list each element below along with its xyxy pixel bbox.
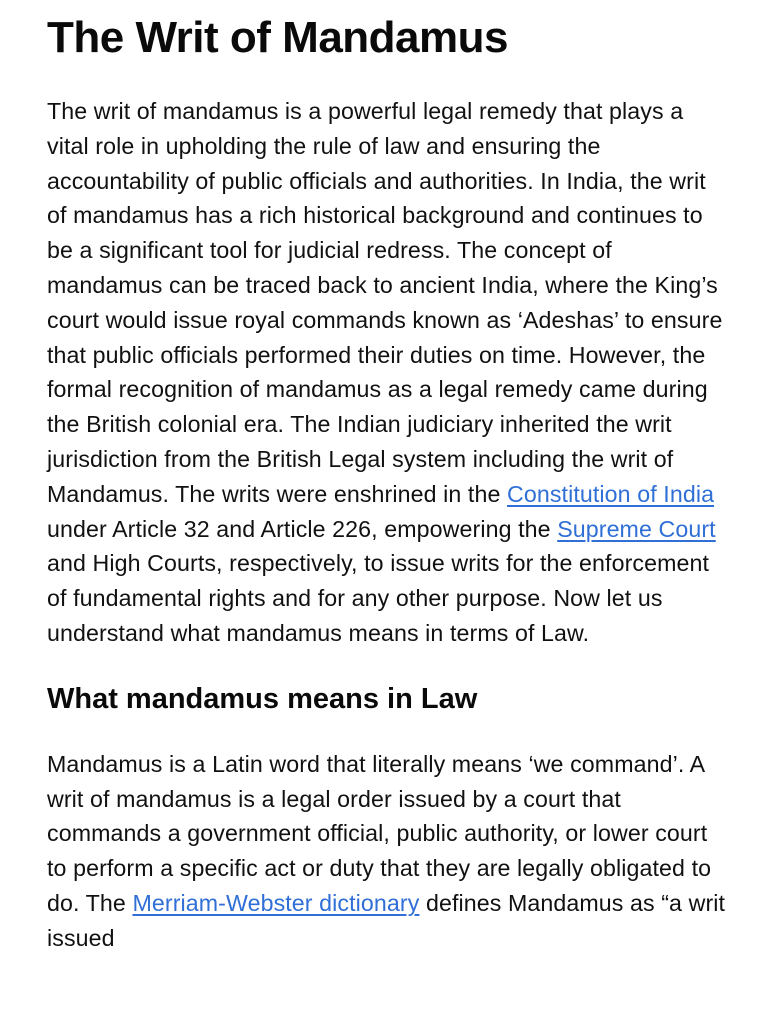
supreme-court-link[interactable]: Supreme Court (557, 515, 716, 542)
merriam-webster-link[interactable]: Merriam-Webster dictionary (132, 889, 420, 916)
intro-text-2: under Article 32 and Article 226, empowering the (47, 515, 558, 542)
intro-paragraph (47, 94, 728, 651)
definition-text-1: Mandamus is a Latin word that literally means ‘we command’. A writ of mandamus is a legal order issued by a court that commands a government official, public authority, or lower court to perform a specific act or duty that they are legally obligated to do. The (47, 750, 712, 916)
constitution-of-india-link[interactable]: Constitution of India (507, 480, 715, 507)
definition-text-2: defines Mandamus as “a writ issued (47, 889, 726, 951)
intro-text-3: and High Courts, respectively, to issue writs for the enforcement of fundamental rights and for any other purpose. Now let us understand what mandamus means in terms of Law. (47, 550, 710, 646)
intro-text-1: The writ of mandamus is a powerful legal remedy that plays a vital role in upholding the rule of law and ensuring the accountability of public officials and authorities. In India, the writ of mandamus has a rich historical background and continues to be a significant tool for judicial redress. The concept of mandamus can be traced back to ancient India, where the King’s court would issue royal commands known as ‘Adeshas’ to ensure that public officials performed their duties on time. However, the formal recognition of mandamus as a legal remedy came during the British colonial era. The Indian judiciary inherited the writ jurisdiction from the British Legal system including the writ of Mandamus. The writs were enshrined in the (47, 98, 723, 507)
article-title: The Writ of Mandamus (47, 13, 508, 62)
section-heading: What mandamus means in Law (47, 682, 478, 715)
definition-paragraph (47, 747, 728, 956)
